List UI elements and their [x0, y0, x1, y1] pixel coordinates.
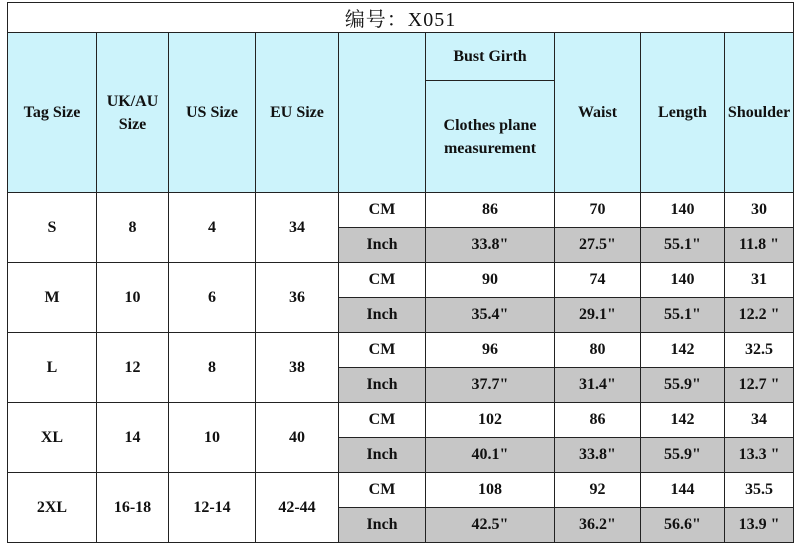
waist-cell: 86 — [555, 403, 641, 438]
waist-cell: 80 — [555, 333, 641, 368]
waist-cell: 70 — [555, 193, 641, 228]
unit-cell: CM — [339, 473, 426, 508]
unit-cell: Inch — [339, 228, 426, 263]
bust-cell: 40.1" — [426, 438, 555, 473]
table-row — [8, 403, 794, 438]
length-cell: 56.6" — [641, 508, 725, 543]
size-tag: 2XL — [8, 473, 97, 543]
unit-cell: CM — [339, 333, 426, 368]
header-bust-girth: Bust Girth — [426, 33, 555, 81]
header-bust-sub: Clothes plane measurement — [426, 81, 555, 193]
header-length: Length — [641, 33, 725, 193]
size-eu: 40 — [256, 403, 339, 473]
header-uk-au-size: UK/AU Size — [97, 33, 169, 193]
size-uk-au: 16-18 — [97, 473, 169, 543]
unit-cell: CM — [339, 193, 426, 228]
shoulder-cell: 12.2 " — [725, 298, 794, 333]
unit-cell: Inch — [339, 298, 426, 333]
header-shoulder: Shoulder — [725, 33, 794, 193]
bust-cell: 42.5" — [426, 508, 555, 543]
bust-cell: 33.8" — [426, 228, 555, 263]
length-cell: 142 — [641, 333, 725, 368]
table-row — [8, 193, 794, 228]
length-cell: 140 — [641, 263, 725, 298]
size-tag: XL — [8, 403, 97, 473]
size-uk-au: 8 — [97, 193, 169, 263]
size-uk-au: 14 — [97, 403, 169, 473]
header-tag-size: Tag Size — [8, 33, 97, 193]
length-cell: 142 — [641, 403, 725, 438]
length-cell: 55.1" — [641, 298, 725, 333]
bust-cell: 96 — [426, 333, 555, 368]
unit-cell: CM — [339, 403, 426, 438]
shoulder-cell: 13.9 " — [725, 508, 794, 543]
size-eu: 38 — [256, 333, 339, 403]
size-table — [7, 2, 794, 543]
waist-cell: 74 — [555, 263, 641, 298]
waist-cell: 92 — [555, 473, 641, 508]
table-row — [8, 473, 794, 508]
size-us: 10 — [169, 403, 256, 473]
waist-cell: 31.4" — [555, 368, 641, 403]
length-cell: 55.1" — [641, 228, 725, 263]
size-eu: 36 — [256, 263, 339, 333]
bust-cell: 108 — [426, 473, 555, 508]
length-cell: 144 — [641, 473, 725, 508]
shoulder-cell: 13.3 " — [725, 438, 794, 473]
bust-cell: 37.7" — [426, 368, 555, 403]
size-eu: 42-44 — [256, 473, 339, 543]
unit-cell: Inch — [339, 508, 426, 543]
shoulder-cell: 34 — [725, 403, 794, 438]
header-waist: Waist — [555, 33, 641, 193]
table-row — [8, 263, 794, 298]
header-unit — [339, 33, 426, 193]
size-uk-au: 10 — [97, 263, 169, 333]
bust-cell: 86 — [426, 193, 555, 228]
size-us: 6 — [169, 263, 256, 333]
length-cell: 55.9" — [641, 438, 725, 473]
table-title: 编号：X051 — [8, 3, 794, 33]
size-tag: M — [8, 263, 97, 333]
shoulder-cell: 30 — [725, 193, 794, 228]
size-us: 8 — [169, 333, 256, 403]
length-cell: 140 — [641, 193, 725, 228]
unit-cell: CM — [339, 263, 426, 298]
unit-cell: Inch — [339, 368, 426, 403]
table-row — [8, 333, 794, 368]
size-chart — [7, 2, 793, 543]
shoulder-cell: 31 — [725, 263, 794, 298]
shoulder-cell: 11.8 " — [725, 228, 794, 263]
header-us-size: US Size — [169, 33, 256, 193]
waist-cell: 27.5" — [555, 228, 641, 263]
waist-cell: 29.1" — [555, 298, 641, 333]
length-cell: 55.9" — [641, 368, 725, 403]
header-eu-size: EU Size — [256, 33, 339, 193]
shoulder-cell: 12.7 " — [725, 368, 794, 403]
size-us: 12-14 — [169, 473, 256, 543]
size-tag: L — [8, 333, 97, 403]
size-eu: 34 — [256, 193, 339, 263]
bust-cell: 35.4" — [426, 298, 555, 333]
unit-cell: Inch — [339, 438, 426, 473]
size-uk-au: 12 — [97, 333, 169, 403]
shoulder-cell: 32.5 — [725, 333, 794, 368]
bust-cell: 102 — [426, 403, 555, 438]
waist-cell: 36.2" — [555, 508, 641, 543]
shoulder-cell: 35.5 — [725, 473, 794, 508]
bust-cell: 90 — [426, 263, 555, 298]
waist-cell: 33.8" — [555, 438, 641, 473]
size-tag: S — [8, 193, 97, 263]
size-us: 4 — [169, 193, 256, 263]
